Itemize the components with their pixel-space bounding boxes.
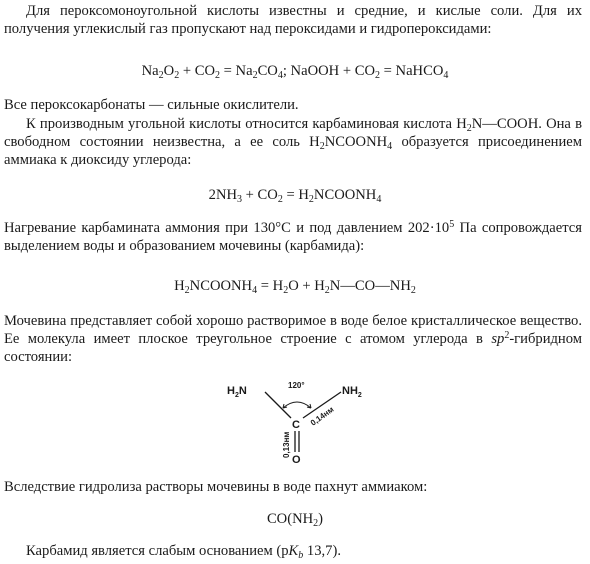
- paragraph-carbamic-acid: К производным угольной кислоты относится карбаминовая кислота $H_2N—COOH$. Она в свободном состоянии неизвестна, а ее соль $H_2NCOONH_4$ образуется присоединением аммиака к диоксиду углерода:: [4, 116, 583, 168]
- bond-length-cn: 0,14нм: [308, 404, 336, 428]
- equation-urea-hydrolysis: $CO(NH_2)$: [266, 511, 324, 529]
- bond-length-co: 0,13нм: [282, 431, 291, 458]
- equation-urea-formation: $H_2NCOONH_4 = H_2O$ + $H_2N—CO—NH_2$: [174, 278, 416, 296]
- paragraph-oxidizers: Все пероксокарбонаты — сильные окислители.: [4, 97, 299, 113]
- paragraph-hydrolysis: Вследствие гидролиза растворы мочевины в воде пахнут аммиаком:: [4, 479, 428, 495]
- carbon-atom: C: [292, 419, 300, 431]
- angle-label: 120°: [288, 381, 305, 390]
- paragraph-peroxocarbonic-salts: Для пероксомоноугольной кислоты известны и средние, и кислые соли. Для их получения углекислый газ пропускают над пероксидами и гидропероксидами:: [4, 3, 582, 37]
- paragraph-weak-base: Карбамид является слабым основанием ($pK_b$ 13,7).: [26, 543, 341, 561]
- oxygen-atom: O: [292, 454, 301, 464]
- amine-group-right: $NH_2$: [342, 385, 362, 399]
- paragraph-heating-carbamate: Нагревание карбамината аммония при 130°С и под давлением $202\cdot 10^5$ Па сопровождается выделением воды и образованием мочевины (карбамида):: [4, 219, 582, 254]
- equation-ammonium-carbamate: $2NH_3 + CO_2$ = $H_2NCOONH_4$: [208, 187, 382, 205]
- equation-peroxide-reactions: $Na_2O_2 + CO_2 = Na_2CO_4$; NaOOH + $CO_2$ = NaHCO$_4$: [141, 63, 449, 81]
- paragraph-urea-description: Мочевина представляет собой хорошо растворимое в воде белое кристаллическое вещество. Ее молекула имеет плоское треугольное строение с атомом углерода в $sp^2$-гибридном состоянии:: [4, 313, 582, 365]
- urea-structure-diagram: [205, 378, 385, 464]
- amine-group-left: $H_2N$: [227, 385, 247, 399]
- angle-arc: [283, 402, 311, 408]
